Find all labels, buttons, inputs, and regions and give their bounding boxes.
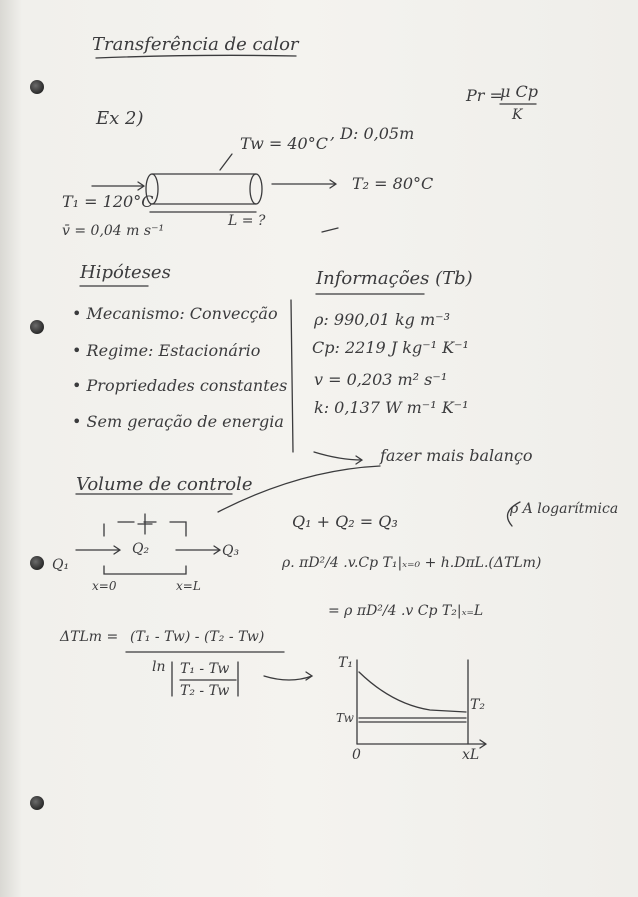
control-volume-heading: Volume de controle xyxy=(76,474,253,495)
outlet-arrow xyxy=(272,180,336,188)
q1-label: Q₁ xyxy=(52,557,70,573)
separator-line xyxy=(291,300,293,452)
wall-temperature: Tw = 40°C xyxy=(240,134,328,153)
prandtl-formula-denominator: K xyxy=(512,107,523,123)
velocity: v̄ = 0,04 m s⁻¹ xyxy=(62,223,165,239)
q3-label: Q₃ xyxy=(222,543,240,559)
hypothesis-2: • Regime: Estacionário xyxy=(72,341,261,360)
pipe-body xyxy=(152,174,256,204)
graph-x-label: xL xyxy=(462,747,480,763)
prandtl-formula-numerator: μ Cp xyxy=(500,82,538,101)
prandtl-formula-lhs: Pr = xyxy=(466,86,503,105)
balance-equation: Q₁ + Q₂ = Q₃ xyxy=(292,512,398,531)
outlet-temperature: T₂ = 80°C xyxy=(352,174,434,193)
hypotheses-heading: Hipóteses xyxy=(80,262,171,283)
hypothesis-3: • Propriedades constantes xyxy=(72,376,288,395)
x0-label: x=0 xyxy=(92,579,117,593)
info-conductivity: k: 0,137 W m⁻¹ K⁻¹ xyxy=(314,398,469,417)
balance-expanded-line-2: = ρ πD²/4 .v Cp T₂|ₓ₌L xyxy=(328,603,484,619)
pipe-right-end xyxy=(250,174,262,204)
note-balance: fazer mais balanço xyxy=(380,446,533,465)
inlet-temperature: T₁ = 120°C xyxy=(62,192,154,211)
page-title: Transferência de calor xyxy=(92,34,299,55)
note-logarithmic: ρ A logarítmica xyxy=(510,501,619,517)
information-heading: Informações (Tb) xyxy=(316,268,473,289)
info-density: ρ: 990,01 kg m⁻³ xyxy=(314,310,451,329)
graph-origin-label: 0 xyxy=(352,747,361,763)
q3-arrow xyxy=(176,546,220,554)
title-underline xyxy=(96,55,296,58)
lmtd-inner-numerator: T₁ - Tw xyxy=(180,661,230,677)
q1-arrow xyxy=(76,546,120,554)
graph-tw-label: Tw xyxy=(336,711,354,725)
balance-expanded-line-1: ρ. πD²/4 .v.Cp T₁|ₓ₌₀ + h.DπL.(ΔTLm) xyxy=(282,555,542,571)
info-heat-capacity: Cp: 2219 J kg⁻¹ K⁻¹ xyxy=(312,338,469,357)
diameter: , D: 0,05m xyxy=(330,124,415,143)
temperature-curve xyxy=(359,672,466,712)
lmtd-numerator: (T₁ - Tw) - (T₂ - Tw) xyxy=(130,629,265,645)
q2-label: Q₂ xyxy=(132,541,150,557)
inlet-arrow xyxy=(92,182,144,190)
length-unknown: L = ? xyxy=(228,213,266,229)
example-label: Ex 2) xyxy=(96,108,144,129)
info-viscosity: v = 0,203 m² s⁻¹ xyxy=(314,370,448,389)
lmtd-lhs: ΔTLm = xyxy=(60,629,119,645)
graph-t2-label: T₂ xyxy=(470,697,485,713)
hypothesis-4: • Sem geração de energia xyxy=(72,412,284,431)
xL-label: x=L xyxy=(176,579,201,593)
graph-t1-label: T₁ xyxy=(338,655,353,671)
hypothesis-1: • Mecanismo: Convecção xyxy=(72,304,278,323)
lmtd-inner-denominator: T₂ - Tw xyxy=(180,683,230,699)
lmtd-ln: ln xyxy=(152,659,166,675)
